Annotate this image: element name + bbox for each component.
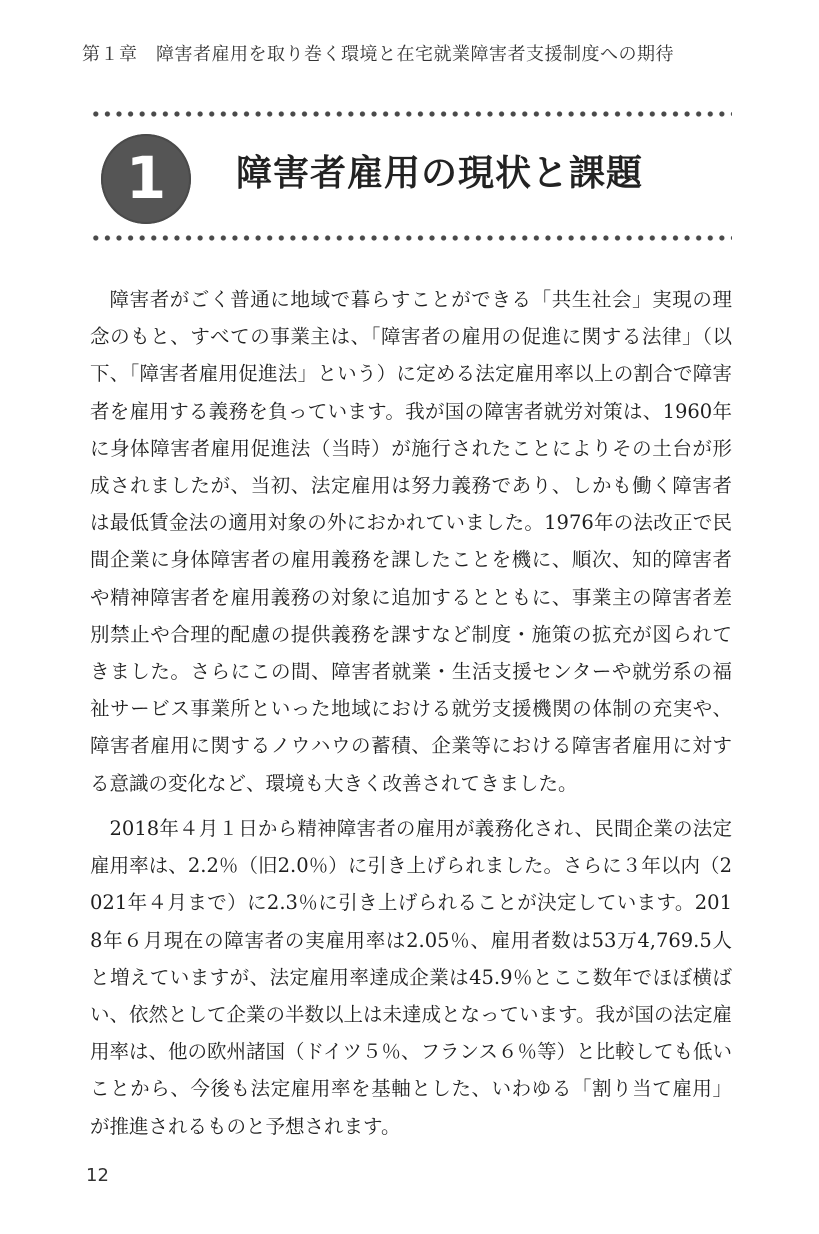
dotted-divider-top: [90, 110, 732, 118]
dotted-divider-bottom: [90, 234, 732, 242]
section-number-badge: [101, 134, 191, 224]
running-header: 第１章 障害者雇用を取り巻く環境と在宅就業障害者支援制度への期待: [82, 44, 674, 65]
body-paragraph-1: 障害者がごく普通に地域で暮らすことができる「共生社会」実現の理念のもと、すべての事業主は、「障害者の雇用の促進に関する法律」（以下、「障害者雇用促進法」という）に定める法定雇用率以上の割合で障害者を雇用する義務を負っています。我が国の障害者就労対策は、1960年に身体障害者雇用促進法（当時）が施行されたことによりその土台が形成されましたが、当初、法定雇用は努力義務であり、しかも働く障害者は最低賃金法の適用対象の外におかれていました。1976年の法改正で民間企業に身体障害者の雇用義務を課したことを機に、順次、知的障害者や精神障害者を雇用義務の対象に追加するとともに、事業主の障害者差別禁止や合理的配慮の提供義務を課すなど制度・施策の拡充が図られてきました。さらにこの間、障害者就業・生活支援センターや就労系の福祉サービス事業所といった地域における就労支援機関の体制の充実や、障害者雇用に関するノウハウの蓄積、企業等における障害者雇用に対する意識の変化など、環境も大きく改善されてきました。: [90, 288, 732, 795]
section-title: 障害者雇用の現状と課題: [236, 153, 644, 194]
body-paragraph-2: 2018年４月１日から精神障害者の雇用が義務化され、民間企業の法定雇用率は、2.2％（旧2.0％）に引き上げられました。さらに３年以内（2021年４月まで）に2.3％に引き上げられることが決定しています。2018年６月現在の障害者の実雇用率は2.05％、雇用者数は53万4,769.5人と増えていますが、法定雇用率達成企業は45.9％とここ数年でほぼ横ばい、依然として企業の半数以上は未達成となっています。我が国の法定雇用率は、他の欧州諸国（ドイツ５％、フランス６％等）と比較しても低いことから、今後も法定雇用率を基軸とした、いわゆる「割り当て雇用」が推進されるものと予想されます。: [90, 817, 732, 1138]
section-number: 1: [125, 144, 167, 212]
page-number: 12: [86, 1165, 109, 1186]
